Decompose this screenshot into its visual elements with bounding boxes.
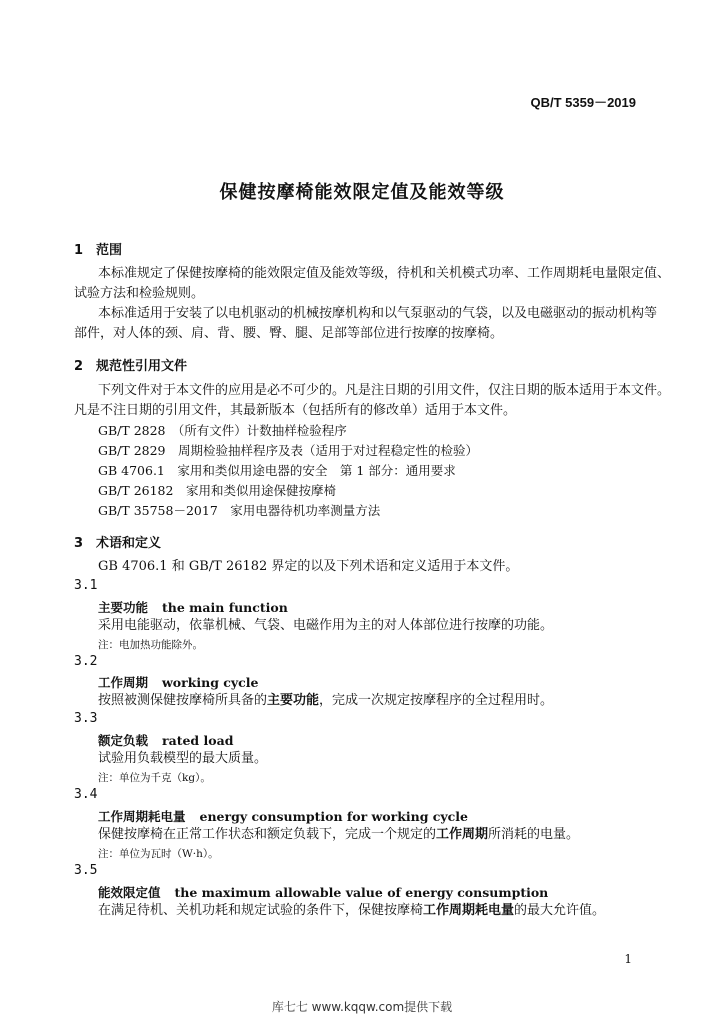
section-title: 范围 <box>96 243 123 258</box>
clause-number: 3.1 <box>74 578 98 593</box>
term-reference: 工作周期 <box>436 827 489 842</box>
clause-number: 3.3 <box>74 711 98 726</box>
paragraph-line: GB 4706.1 和 GB/T 26182 界定的以及下列术语和定义适用于本文件。 <box>98 559 519 574</box>
term-definition <box>98 691 553 710</box>
standard-code: QB/T 5359－2019 <box>530 95 636 110</box>
term-en: the main function <box>162 600 288 615</box>
section-number: 2 <box>74 359 84 374</box>
paragraph-line: 部件，对人体的颈、肩、背、腰、臀、腿、足部等部位进行按摩的按摩椅。 <box>74 326 504 341</box>
term-definition: 采用电能驱动，依靠机械、气袋、电磁作用为主的对人体部位进行按摩的功能。 <box>98 618 554 633</box>
reference-item: GB/T 26182 家用和类似用途保健按摩椅 <box>98 483 336 498</box>
definition-text: 在满足待机、关机功耗和规定试验的条件下，保健按摩椅 <box>98 903 424 918</box>
definition-text: 所消耗的电量。 <box>488 827 580 842</box>
term-en: energy consumption for working cycle <box>199 809 468 824</box>
paragraph-line: 试验方法和检验规则。 <box>74 286 205 301</box>
term-reference: 主要功能 <box>267 693 320 708</box>
section-number: 3 <box>74 536 84 551</box>
page-number: 1 <box>624 952 632 966</box>
term-zh: 主要功能 <box>98 600 149 615</box>
term-zh: 额定负载 <box>98 733 149 748</box>
clause-number: 3.2 <box>74 654 98 669</box>
term-zh: 工作周期耗电量 <box>98 809 186 824</box>
definition-text: 按照被测保健按摩椅所具备的 <box>98 693 268 708</box>
term-en: working cycle <box>162 675 259 690</box>
term-heading <box>98 673 258 691</box>
term-note: 注：单位为千克（kg）。 <box>98 772 211 784</box>
document-title: 保健按摩椅能效限定值及能效等级 <box>219 182 505 203</box>
term-definition <box>98 901 605 920</box>
reference-item: GB/T 35758－2017 家用电器待机功率测量方法 <box>98 503 381 518</box>
term-definition: 试验用负载模型的最大质量。 <box>98 751 268 766</box>
definition-text: 保健按摩椅在正常工作状态和额定负载下，完成一个规定的 <box>98 827 437 842</box>
section-1-heading <box>74 239 122 258</box>
term-reference: 工作周期耗电量 <box>423 903 515 918</box>
reference-item: GB/T 2828 （所有文件）计数抽样检验程序 <box>98 423 347 438</box>
section-number: 1 <box>74 243 84 258</box>
term-note: 注：单位为瓦时（W·h）。 <box>98 848 219 860</box>
term-heading <box>98 598 288 616</box>
section-2-heading <box>74 355 187 374</box>
term-heading <box>98 883 548 901</box>
term-zh: 工作周期 <box>98 675 149 690</box>
section-3-heading <box>74 532 161 551</box>
paragraph-line: 本标准规定了保健按摩椅的能效限定值及能效等级，待机和关机模式功率、工作周期耗电量限定值、 <box>98 266 671 281</box>
section-title: 规范性引用文件 <box>96 359 188 374</box>
definition-text: 的最大允许值。 <box>514 903 606 918</box>
paragraph-line: 凡是不注日期的引用文件，其最新版本（包括所有的修改单）适用于本文件。 <box>74 403 517 418</box>
download-footer[interactable]: 库七七 www.kqqw.com提供下载 <box>271 1000 453 1014</box>
term-zh: 能效限定值 <box>98 885 161 900</box>
term-heading <box>98 807 468 825</box>
term-en: rated load <box>162 733 234 748</box>
term-note: 注：电加热功能除外。 <box>98 639 203 651</box>
term-en: the maximum allowable value of energy consumption <box>174 885 549 900</box>
section-title: 术语和定义 <box>96 536 162 551</box>
paragraph-line: 本标准适用于安装了以电机驱动的机械按摩机构和以气泵驱动的气袋，以及电磁驱动的振动机构等 <box>98 306 658 321</box>
term-definition <box>98 825 579 844</box>
reference-item: GB/T 2829 周期检验抽样程序及表（适用于对过程稳定性的检验） <box>98 443 479 458</box>
term-heading <box>98 731 233 749</box>
definition-text: ，完成一次规定按摩程序的全过程用时。 <box>319 693 554 708</box>
clause-number: 3.5 <box>74 863 98 878</box>
reference-item: GB 4706.1 家用和类似用途电器的安全 第 1 部分：通用要求 <box>98 463 456 478</box>
clause-number: 3.4 <box>74 787 98 802</box>
paragraph-line: 下列文件对于本文件的应用是必不可少的。凡是注日期的引用文件，仅注日期的版本适用于本文件。 <box>98 383 671 398</box>
